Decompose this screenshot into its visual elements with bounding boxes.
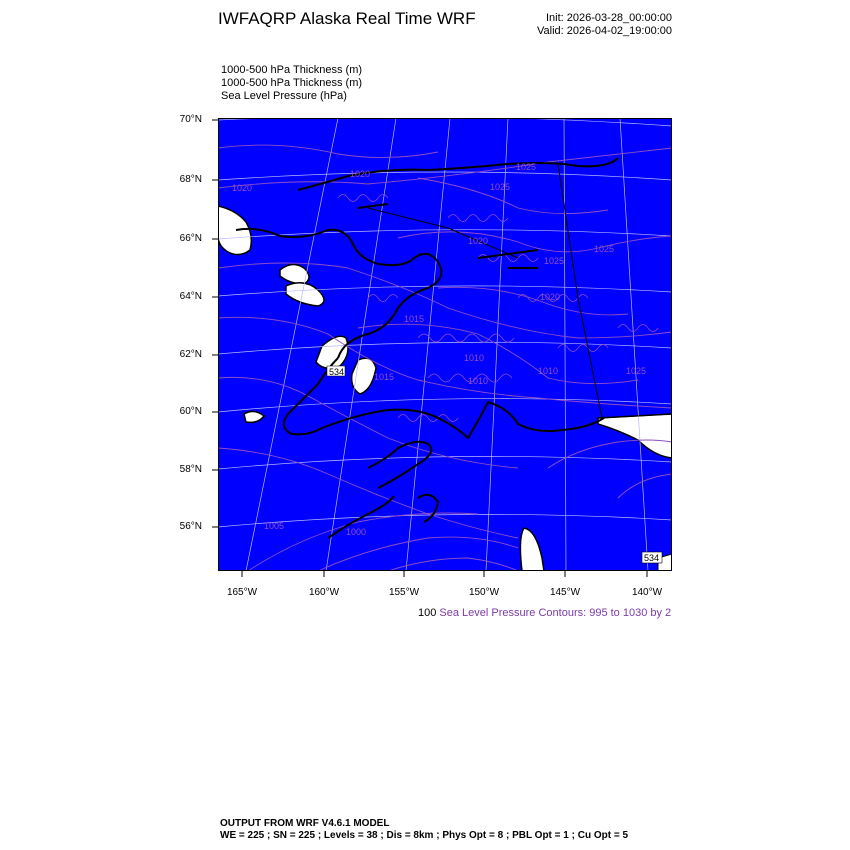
field-label-slp: Sea Level Pressure (hPa) [221,90,347,102]
contour-label: 1020 [350,169,371,179]
lon-label: 145°W [549,587,581,598]
valid-time: Valid: 2026-04-02_19:00:00 [537,25,672,37]
contour-label: 1000 [346,527,367,537]
lat-label: 68°N [179,174,202,185]
thickness-label: 534 [329,367,345,377]
lat-label: 70°N [179,114,202,125]
contour-label: 1015 [404,314,425,324]
lon-label: 140°W [631,587,663,598]
contour-label: 1005 [264,521,285,531]
contour-label: 1020 [468,236,489,246]
contour-label: 1010 [464,353,485,363]
lat-label: 58°N [179,464,202,475]
lat-label: 66°N [179,233,202,244]
contour-label: 1015 [374,372,395,382]
init-time: Init: 2026-03-28_00:00:00 [546,12,672,24]
lat-label: 64°N [179,291,202,302]
lat-label: 62°N [179,349,202,360]
lat-label: 56°N [179,521,202,532]
contour-label: 1025 [516,162,537,172]
contour-legend [418,607,671,619]
lon-label: 155°W [388,587,420,598]
contour-label: 1025 [594,244,615,254]
model-info-line2: WE = 225 ; SN = 225 ; Levels = 38 ; Dis = 8km ; Phys Opt = 8 ; PBL Opt = 1 ; Cu Opt = 5 [220,830,629,841]
contour-label: 1010 [468,376,489,386]
thickness-label: 534 [644,553,660,563]
contour-label: 1010 [538,366,559,376]
lat-label: 60°N [179,406,202,417]
contour-label: 1020 [540,292,561,302]
contour-label: 1025 [544,256,565,266]
run-times [520,12,672,38]
contour-legend-text: Sea Level Pressure Contours: 995 to 1030 by 2 [439,607,672,619]
contour-label: 1020 [232,183,253,193]
lon-label: 150°W [468,587,500,598]
axis-ticks [206,114,686,588]
contour-legend-prefix: 100 [418,607,437,619]
contour-label: 1025 [490,182,511,192]
model-info-line1: OUTPUT FROM WRF V4.6.1 MODEL [220,818,390,829]
lon-label: 165°W [226,587,258,598]
lon-label: 160°W [308,587,340,598]
field-label-thickness-2: 1000-500 hPa Thickness (m) [221,77,363,89]
model-info [220,818,628,842]
plot-title: IWFAQRP Alaska Real Time WRF [218,9,476,28]
contour-label: 1025 [626,366,647,376]
field-label-thickness-1: 1000-500 hPa Thickness (m) [221,64,363,76]
